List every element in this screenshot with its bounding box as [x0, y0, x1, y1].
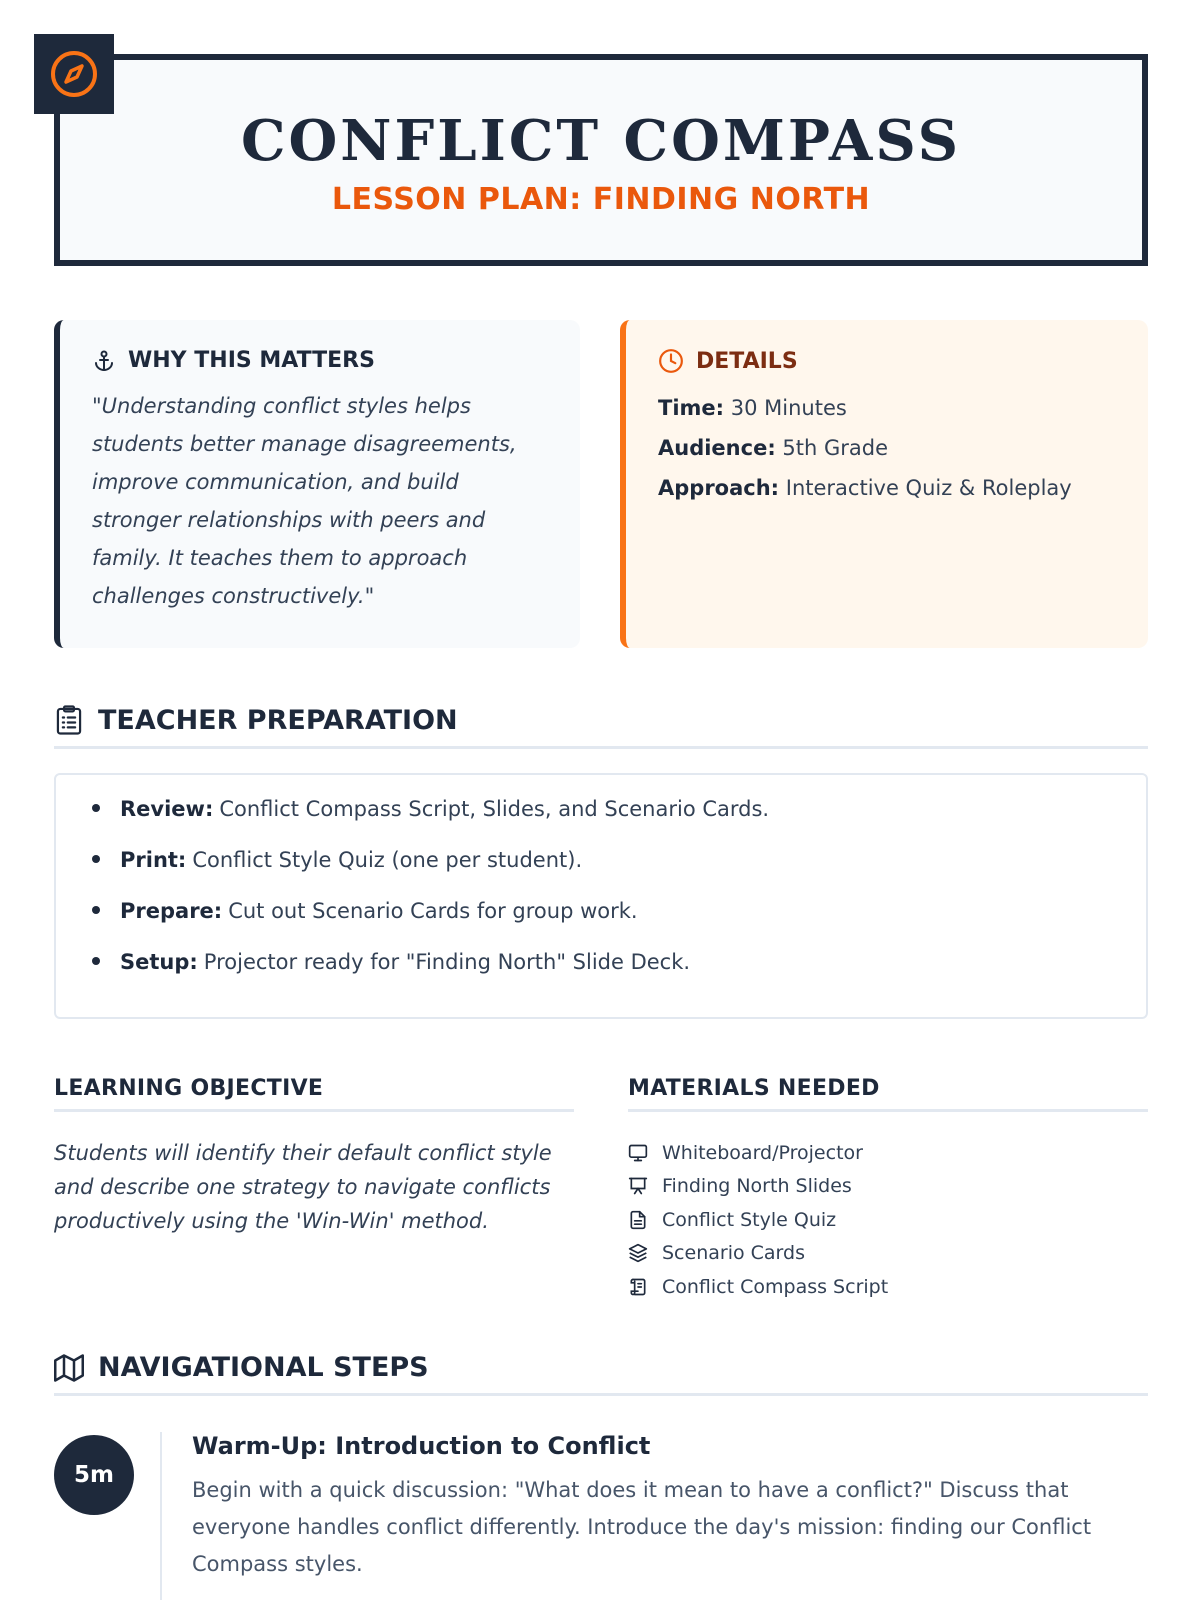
details-heading — [658, 348, 1118, 374]
objective-heading: LEARNING OBJECTIVE — [54, 1076, 574, 1112]
header-box — [54, 54, 1148, 266]
scroll-icon — [628, 1277, 648, 1297]
why-heading-label: WHY THIS MATTERS — [128, 348, 375, 373]
timeline-line — [160, 1432, 162, 1600]
why-card — [54, 320, 580, 648]
step-duration-badge: 5m — [54, 1435, 134, 1515]
map-icon — [54, 1353, 84, 1383]
objective-text: Students will identify their default conflict style and describe one strategy to navigate conflicts productively using the 'Win-Win' method. — [54, 1141, 552, 1233]
list-item: Prepare: Cut out Scenario Cards for group work. — [92, 899, 1116, 950]
why-quote: "Understanding conflict styles helps students better manage disagreements, improve communication, and build stronger relationships with peers and family. It teaches them to approach challenges constructively." — [92, 394, 517, 608]
list-item: Finding North Slides — [628, 1170, 1148, 1204]
list-item: Whiteboard/Projector — [628, 1136, 1148, 1170]
page-title: CONFLICT COMPASS — [240, 108, 962, 174]
monitor-icon — [628, 1143, 648, 1163]
layers-icon — [628, 1243, 648, 1263]
list-item: Conflict Style Quiz — [628, 1203, 1148, 1237]
clipboard-list-icon — [54, 704, 84, 736]
why-heading — [92, 348, 550, 373]
detail-time: Time: 30 Minutes — [658, 396, 847, 420]
materials-heading: MATERIALS NEEDED — [628, 1076, 1148, 1112]
list-item: Review: Conflict Compass Script, Slides, and Scenario Cards. — [92, 797, 1116, 848]
list-item: Scenario Cards — [628, 1237, 1148, 1271]
list-item: Conflict Compass Script — [628, 1270, 1148, 1304]
prep-list — [54, 773, 1148, 1019]
compass-icon — [49, 49, 99, 99]
steps-heading-label: NAVIGATIONAL STEPS — [98, 1352, 429, 1383]
presentation-icon — [628, 1176, 648, 1196]
steps-section-heading — [54, 1352, 1148, 1396]
details-heading-label: DETAILS — [696, 348, 798, 374]
step-title: Warm-Up: Introduction to Conflict — [192, 1432, 651, 1460]
list-item: Print: Conflict Style Quiz (one per student). — [92, 848, 1116, 899]
document-icon — [628, 1210, 648, 1230]
prep-heading-label: TEACHER PREPARATION — [98, 704, 458, 736]
list-item: Setup: Projector ready for "Finding North" Slide Deck. — [92, 950, 1116, 1001]
materials-list — [628, 1136, 1148, 1304]
clock-icon — [658, 348, 684, 374]
anchor-icon — [92, 349, 116, 373]
prep-section-heading — [54, 704, 1148, 749]
logo-badge — [34, 34, 114, 114]
details-card — [620, 320, 1148, 648]
step-description: Begin with a quick discussion: "What does it mean to have a conflict?" Discuss that everyone handles conflict differently. Introduce the day's mission: finding our Conflict Compass styles. — [192, 1478, 1092, 1576]
page-subtitle: LESSON PLAN: FINDING NORTH — [331, 182, 871, 217]
detail-approach: Approach: Interactive Quiz & Roleplay — [658, 476, 1072, 500]
detail-audience: Audience: 5th Grade — [658, 436, 889, 460]
